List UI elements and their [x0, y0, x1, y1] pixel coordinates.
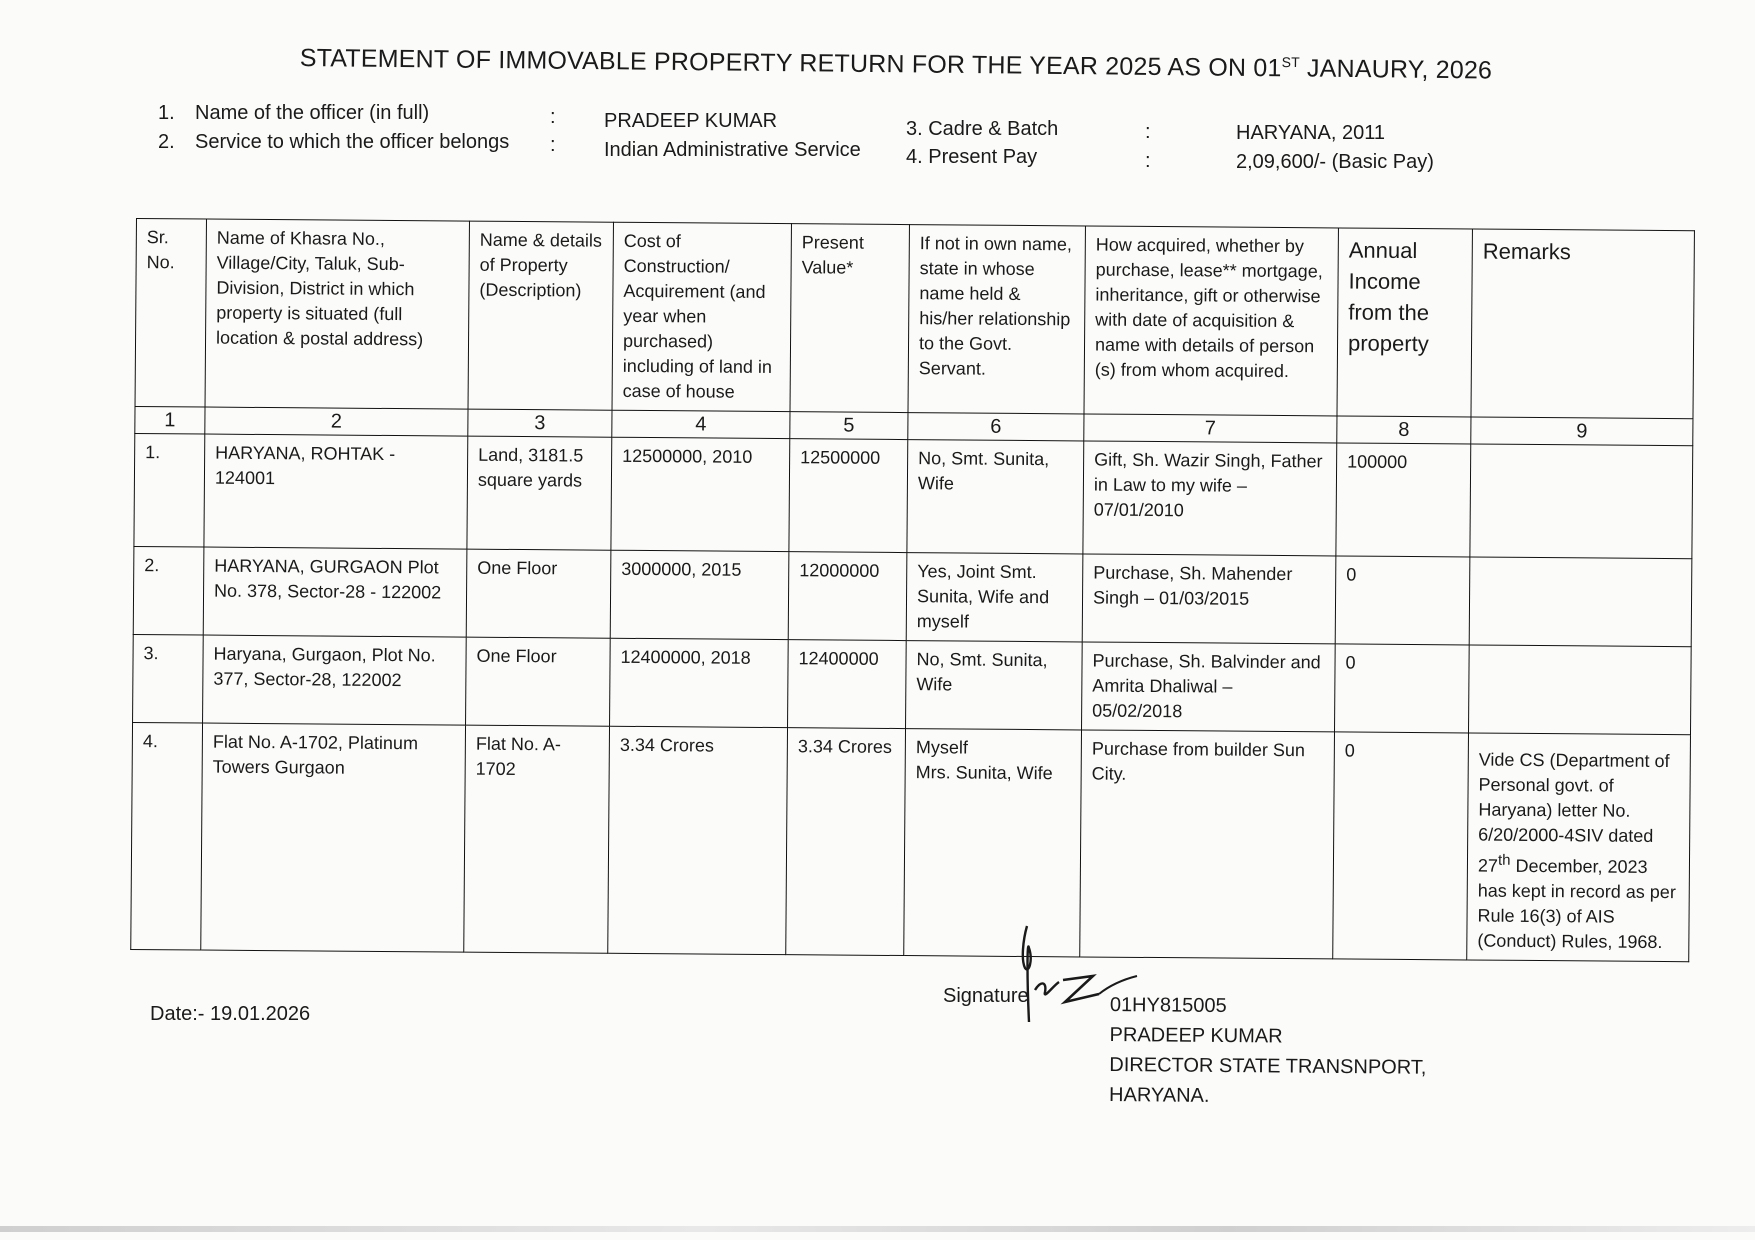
signature-label: Signature: [943, 985, 1029, 1007]
cell-sr: 2.: [133, 546, 204, 635]
cell-holder: Yes, Joint Smt. Sunita, Wife and myself: [906, 553, 1083, 642]
cell-acquired: Purchase from builder Sun City.: [1080, 730, 1335, 959]
cell-income: 100000: [1336, 443, 1471, 557]
field-service-value: Indian Administrative Service: [604, 139, 861, 161]
cell-value: 3.34 Crores: [786, 728, 906, 956]
table-header-row: [135, 219, 1694, 419]
cell-sr: 4.: [131, 722, 203, 950]
field-cadre-label: 3. Cadre & Batch: [906, 118, 1059, 140]
holder-line: Mrs. Sunita, Wife: [915, 762, 1053, 784]
cell-property: Land, 3181.5 square yards: [467, 436, 612, 550]
header-present-value: Present Value*: [790, 224, 909, 413]
cell-acquired: Purchase, Sh. Mahender Singh – 01/03/2015: [1082, 554, 1336, 644]
signatory-block: [1109, 990, 1427, 1113]
column-number: 8: [1337, 416, 1471, 444]
field-pay-label: 4. Present Pay: [906, 146, 1038, 168]
field-cadre-value: HARYANA, 2011: [1236, 122, 1385, 144]
table-row: [133, 546, 1692, 646]
table-row: [134, 433, 1693, 558]
colon: :: [550, 134, 556, 156]
remarks-text: Vide CS (Department of Personal govt. of Haryana) letter No. 6/20/2000-4SIV dated 27: [1477, 749, 1670, 876]
title-text-end: JANAURY, 2026: [1299, 54, 1493, 85]
column-number: 3: [468, 409, 612, 437]
column-number: 7: [1084, 414, 1337, 443]
cell-holder: No, Smt. Sunita, Wife: [907, 440, 1084, 554]
colon: :: [550, 106, 556, 128]
signatory-id: 01HY815005: [1109, 993, 1227, 1018]
header-annual-income: Annual Income from the property: [1337, 228, 1472, 417]
cell-sr: 3.: [133, 634, 204, 723]
table-row: [133, 634, 1692, 734]
colon: :: [1145, 150, 1151, 172]
field-service-label: Service to which the officer belongs: [195, 131, 510, 153]
cell-value: 12500000: [789, 439, 908, 553]
cell-acquired: Gift, Sh. Wazir Singh, Father in Law to my wife – 07/01/2010: [1083, 441, 1337, 556]
column-number: 2: [205, 407, 468, 436]
field-pay-value: 2,09,600/- (Basic Pay): [1236, 151, 1434, 173]
cell-property: One Floor: [466, 637, 611, 726]
header-property: Name & details of Property (Description): [468, 221, 613, 410]
header-sr-no: Sr. No.: [135, 219, 206, 408]
remarks-superscript: th: [1497, 851, 1511, 869]
header-holder: If not in own name, state in whose name held & his/her relationship to the Govt. Servant.: [908, 225, 1085, 414]
cell-location: HARYANA, ROHTAK - 124001: [204, 434, 468, 549]
header-cost: Cost of Construction/ Acquirement (and year when purchased) including of land in case of house: [612, 222, 791, 411]
cell-income: 0: [1335, 644, 1470, 733]
property-table: [130, 218, 1695, 962]
column-number: 5: [790, 412, 908, 440]
header-acquired: How acquired, whether by purchase, lease** mortgage, inheritance, gift or otherwise with date of acquisition & name with details of person (s) from whom acquired.: [1084, 226, 1338, 416]
column-number: 9: [1471, 417, 1693, 446]
remarks-text-end: December, 2023 has kept in record as per Rule 16(3) of AIS (Conduct) Rules, 1968.: [1477, 855, 1676, 953]
header-location: Name of Khasra No., Village/City, Taluk, Sub-Division, District in which property is situated (full location & postal address): [205, 219, 469, 409]
signatory-name: PRADEEP KUMAR: [1109, 1023, 1283, 1048]
cell-cost: 3.34 Crores: [608, 726, 788, 954]
colon: :: [1145, 121, 1151, 143]
title-superscript: ST: [1281, 53, 1301, 71]
cell-cost: 12400000, 2018: [610, 638, 789, 727]
cell-income: 0: [1335, 556, 1470, 645]
cell-holder: No, Smt. Sunita, Wife: [906, 641, 1083, 730]
signatory-designation: DIRECTOR STATE TRANSNPORT,: [1109, 1053, 1427, 1079]
scan-edge-divider: [0, 1226, 1755, 1232]
field-officer-name-label: Name of the officer (in full): [195, 102, 430, 124]
column-number: 4: [612, 410, 790, 438]
cell-value: 12400000: [788, 640, 907, 729]
column-number: 6: [908, 413, 1084, 441]
cell-acquired: Purchase, Sh. Balvinder and Amrita Dhaliwal – 05/02/2018: [1082, 642, 1336, 732]
cell-property: Flat No. A-1702: [464, 725, 610, 953]
cell-remarks: [1467, 733, 1691, 962]
title-text: STATEMENT OF IMMOVABLE PROPERTY RETURN FOR THE YEAR 2025 AS ON 01: [299, 44, 1282, 83]
cell-cost: 3000000, 2015: [610, 550, 789, 639]
field-2-number: 2.: [158, 131, 175, 153]
cell-value: 12000000: [788, 552, 907, 641]
cell-cost: 12500000, 2010: [611, 437, 790, 551]
cell-location: Haryana, Gurgaon, Plot No. 377, Sector-28, 122002: [203, 635, 467, 725]
cell-location: Flat No. A-1702, Platinum Towers Gurgaon: [201, 723, 466, 952]
cell-sr: 1.: [134, 433, 205, 547]
document-title: [299, 44, 1493, 85]
cell-income: 0: [1333, 732, 1469, 960]
cell-remarks: [1470, 444, 1693, 559]
field-1-number: 1.: [158, 102, 175, 124]
holder-line: Myself: [915, 737, 968, 758]
column-number: 1: [135, 406, 205, 434]
header-remarks: Remarks: [1471, 229, 1694, 419]
field-officer-name-value: PRADEEP KUMAR: [604, 110, 778, 132]
cell-remarks: [1468, 645, 1691, 735]
cell-location: HARYANA, GURGAON Plot No. 378, Sector-28 - 122002: [203, 547, 467, 637]
table-row: [131, 722, 1691, 961]
date-label: Date:- 19.01.2026: [150, 1003, 311, 1025]
cell-property: One Floor: [466, 549, 611, 638]
cell-remarks: [1469, 557, 1692, 647]
signatory-state: HARYANA.: [1108, 1083, 1210, 1107]
